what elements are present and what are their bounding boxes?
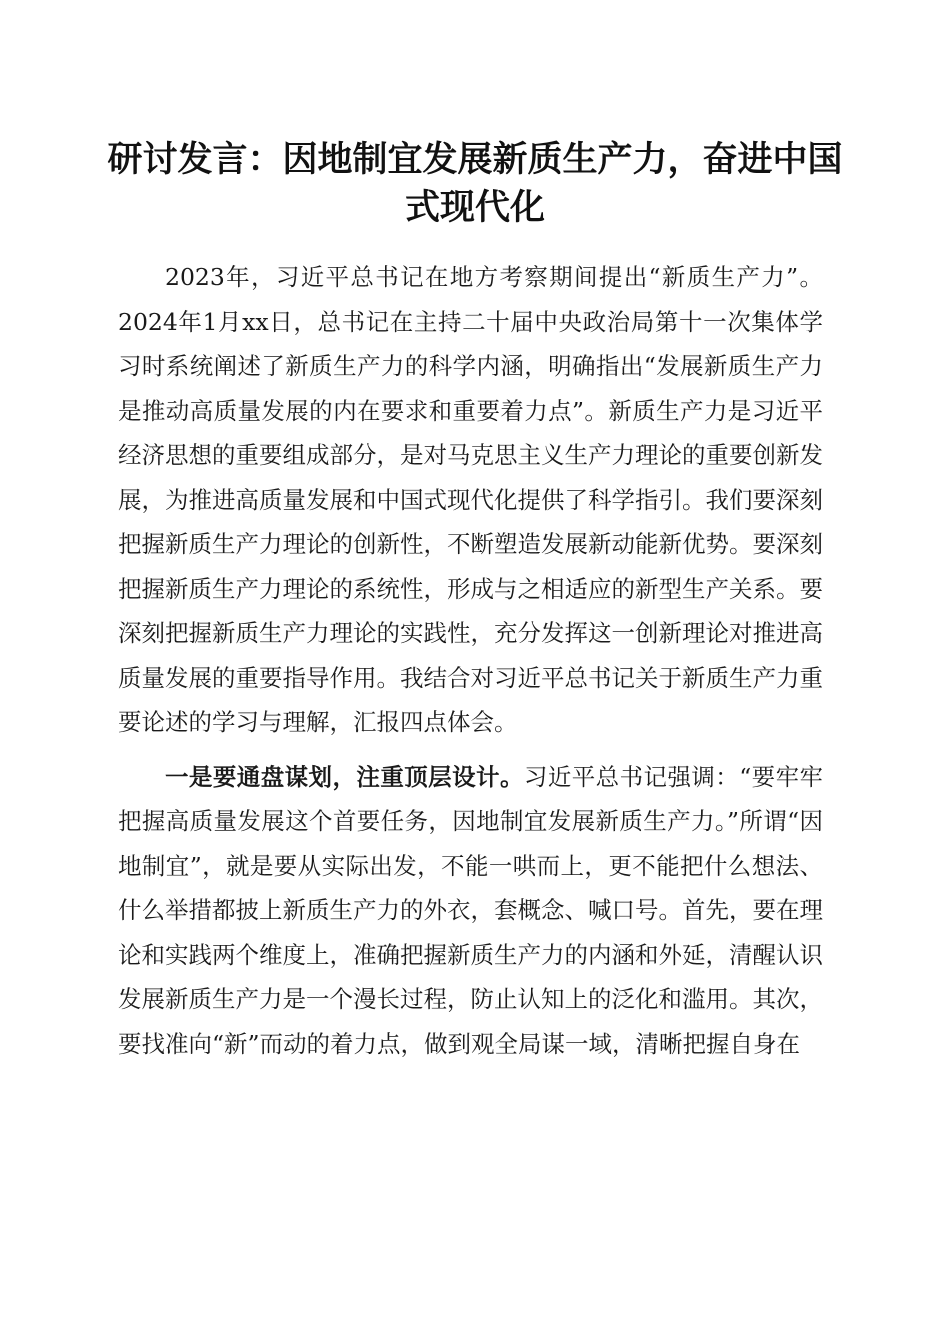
paragraph-lead-heading: 一是要通盘谋划，注重顶层设计。 — [165, 762, 524, 791]
paragraph-text: 2023年，习近平总书记在地方考察期间提出“新质生产力”。2024年1月xx日，总书记在主持二十届中央政治局第十一次集体学习时系统阐述了新质生产力的科学内涵，明确指出“发展新质生产力是推动高质量发展的内在要求和重要着力点”。新质生产力是习近平经济思想的重要组成部分，是对马克思主义生产力理论的重要创新发展，为推进高质量发展和中国式现代化提供了科学指引。我们要深刻把握新质生产力理论的创新性，不断塑造发展新动能新优势。要深刻把握新质生产力理论的系统性，形成与之相适应的新型生产关系。要深刻把握新质生产力理论的实践性，充分发挥这一创新理论对推进高质量发展的重要指导作用。我结合对习近平总书记关于新质生产力重要论述的学习与理解，汇报四点体会。 — [118, 263, 823, 736]
paragraph-intro — [118, 255, 823, 745]
paragraph-point-one — [118, 755, 823, 1067]
document-title: 研讨发言：因地制宜发展新质生产力，奋进中国式现代化 — [107, 139, 843, 228]
document-body — [118, 255, 823, 1076]
paragraph-text: 习近平总书记强调：“要牢牢把握高质量发展这个首要任务，因地制宜发展新质生产力。”所谓“因地制宜”，就是要从实际出发，不能一哄而上，更不能把什么想法、什么举措都披上新质生产力的外衣，套概念、喊口号。首先，要在理论和实践两个维度上，准确把握新质生产力的内涵和外延，清醒认识发展新质生产力是一个漫长过程，防止认知上的泛化和滥用。其次，要找准向“新”而动的着力点，做到观全局谋一域，清晰把握自身在 — [118, 762, 824, 1058]
